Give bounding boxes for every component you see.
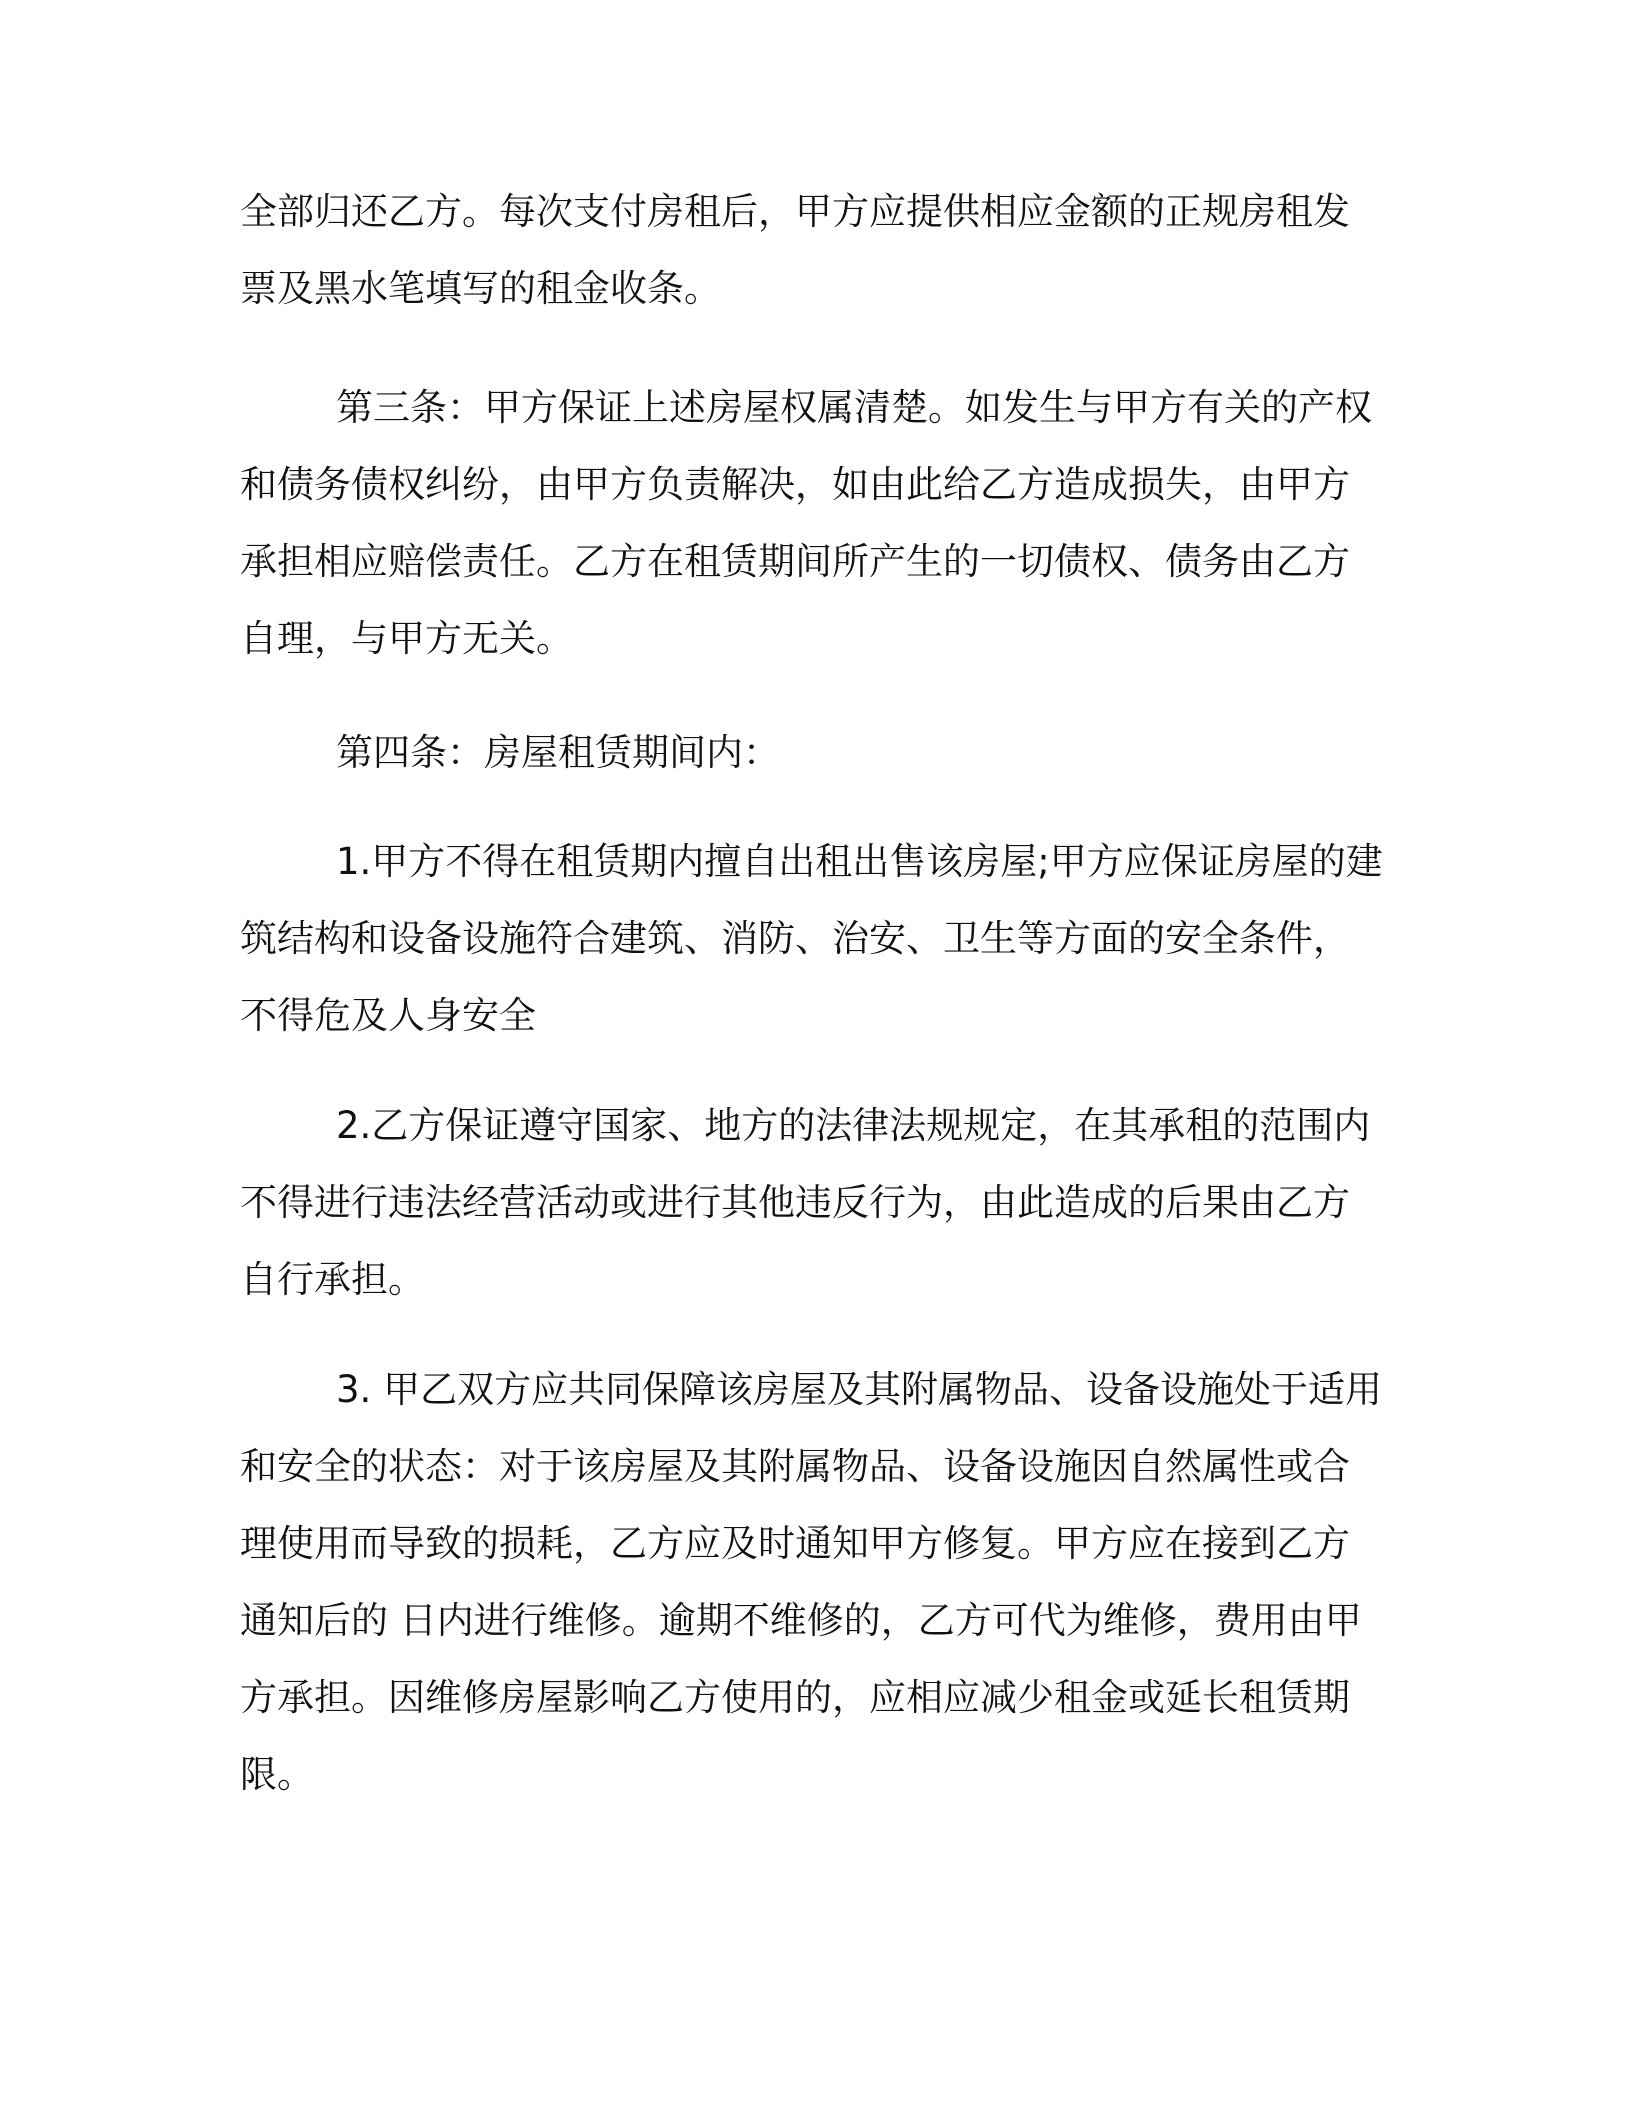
text-line: 票及黑水笔填写的租金收条。 xyxy=(240,267,721,310)
text-line: 限。 xyxy=(240,1753,314,1796)
text-line: 不得进行违法经营活动或进行其他违反行为，由此造成的后果由乙方 xyxy=(240,1181,1350,1224)
clause-3-line: 3. 甲乙双方应共同保障该房屋及其附属物品、设备设施处于适用 xyxy=(336,1368,1383,1411)
text-line: 全部归还乙方。每次支付房租后，甲方应提供相应金额的正规房租发 xyxy=(240,190,1350,233)
text-line: 和债务债权纠纷，由甲方负责解决，如由此给乙方造成损失，由甲方 xyxy=(240,463,1350,506)
text-line: 理使用而导致的损耗，乙方应及时通知甲方修复。甲方应在接到乙方 xyxy=(240,1522,1350,1565)
clause-1-line: 1.甲方不得在租赁期内擅自出租出售该房屋;甲方应保证房屋的建 xyxy=(336,840,1383,883)
text-line: 筑结构和设备设施符合建筑、消防、治安、卫生等方面的安全条件， xyxy=(240,917,1350,960)
article-4-heading: 第四条：房屋租赁期间内： xyxy=(336,731,780,774)
text-line: 不得危及人身安全 xyxy=(240,994,536,1037)
text-line: 承担相应赔偿责任。乙方在租赁期间所产生的一切债权、债务由乙方 xyxy=(240,540,1350,583)
text-line: 自理，与甲方无关。 xyxy=(240,617,573,660)
article-3-heading-line: 第三条：甲方保证上述房屋权属清楚。如发生与甲方有关的产权 xyxy=(336,386,1372,429)
text-line: 和安全的状态：对于该房屋及其附属物品、设备设施因自然属性或合 xyxy=(240,1445,1350,1488)
text-line: 自行承担。 xyxy=(240,1258,425,1301)
text-line: 方承担。因维修房屋影响乙方使用的，应相应减少租金或延长租赁期 xyxy=(240,1676,1350,1719)
clause-2-line: 2.乙方保证遵守国家、地方的法律法规规定，在其承租的范围内 xyxy=(336,1104,1371,1147)
text-line: 通知后的 日内进行维修。逾期不维修的，乙方可代为维修，费用由甲 xyxy=(240,1599,1362,1642)
